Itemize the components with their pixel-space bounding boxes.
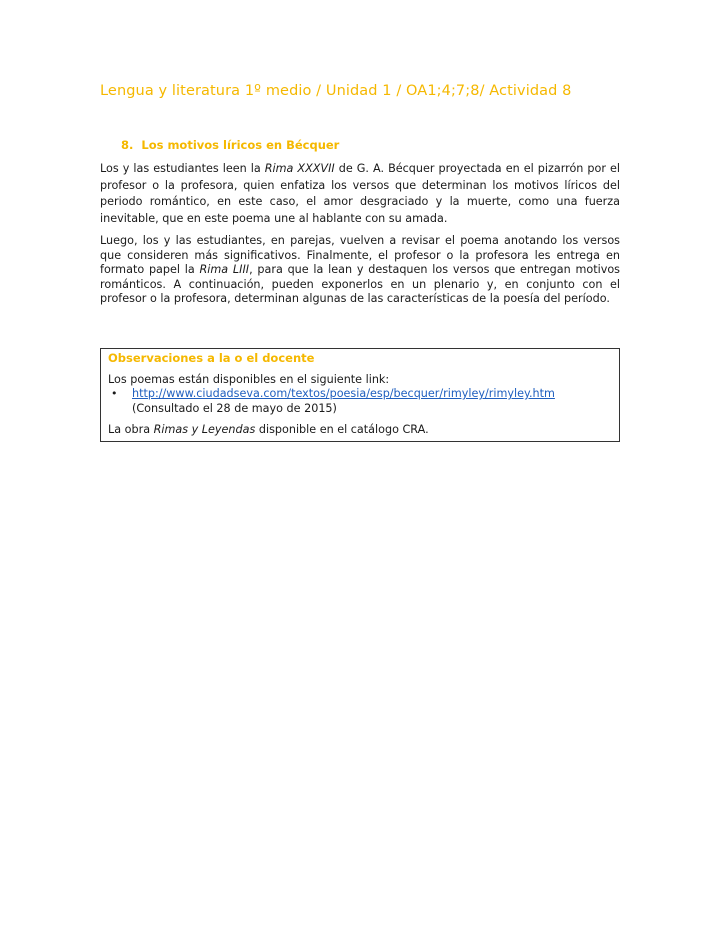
paragraph-activity-text-2: , para que la lean y destaquen los versos que entregan motivos románticos. A continuación, pueden exponerlos en un plenario y, en conjunto con el profesor o la profesora, determinan algunas de las características de la poesía del período. <box>100 263 620 306</box>
section-number: 8. <box>121 138 134 152</box>
paragraph-activity <box>100 234 620 307</box>
section-title-text: Los motivos líricos en Bécquer <box>141 138 340 152</box>
observations-cra-note <box>108 423 429 436</box>
consulted-date: (Consultado el 28 de mayo de 2015) <box>132 402 337 415</box>
observations-title: Observaciones a la o el docente <box>108 351 315 365</box>
observations-intro: Los poemas están disponibles en el siguiente link: <box>108 373 390 386</box>
paragraph-intro-text-2: de G. A. Bécquer proyectada en el pizarrón por el profesor o la profesora, quien enfatiza los versos que determinan los motivos líricos del periodo romántico, en este caso, el amor desgraciado y la muerte, como una fuerza inevitable, que en este poema une al hablante con su amada. <box>100 162 621 225</box>
paragraph-intro-text-1: Los y las estudiantes leen la <box>100 162 265 175</box>
paragraph-intro <box>100 161 620 227</box>
section-heading <box>121 138 339 152</box>
paragraph-activity-text-1: Luego, los y las estudiantes, en parejas, vuelven a revisar el poema anotando los versos que consideren más significativos. Finalmente, el profesor o la profesora les entrega en formato papel la <box>100 234 620 277</box>
cra-note-book-title: Rimas y Leyendas <box>153 423 256 436</box>
poems-link[interactable]: http://www.ciudadseva.com/textos/poesia/esp/becquer/rimyley/rimyley.htm <box>132 387 555 400</box>
paragraph-intro-rima-title: Rima XXXVII <box>264 162 335 175</box>
page-header-title: Lengua y literatura 1º medio / Unidad 1 / OA1;4;7;8/ Actividad 8 <box>100 83 572 99</box>
paragraph-activity-rima-title: Rima LIII <box>199 263 250 277</box>
cra-note-text-1: La obra <box>108 423 154 436</box>
cra-note-text-2: disponible en el catálogo CRA. <box>255 423 429 436</box>
bullet-icon: • <box>111 387 118 400</box>
observations-box <box>100 348 620 442</box>
